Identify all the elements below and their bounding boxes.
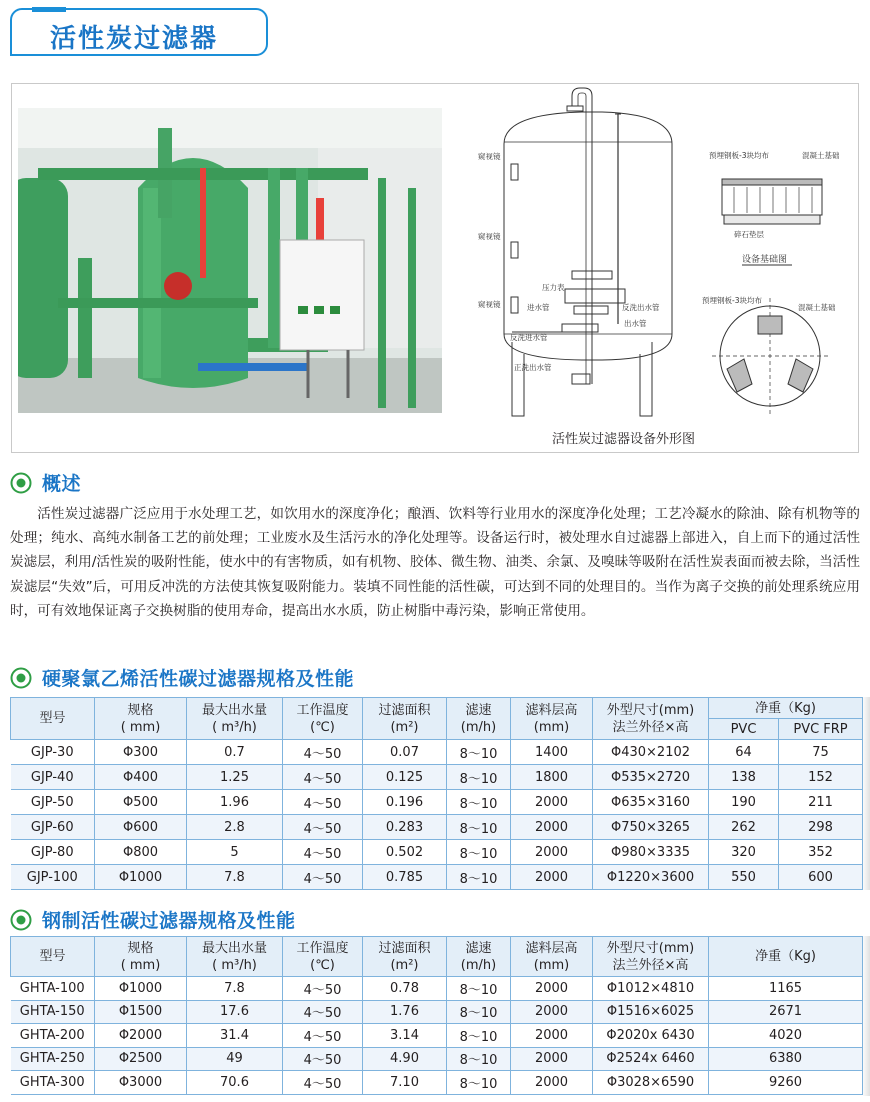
table-cell: 8～10 xyxy=(447,865,511,890)
table-cell: GHTA-100 xyxy=(11,977,95,1001)
table-cell: Φ2500 xyxy=(95,1047,187,1071)
table-cell: 4～50 xyxy=(283,1024,363,1048)
col-speed: 滤速 (m/h) xyxy=(447,937,511,977)
table-cell: Φ1500 xyxy=(95,1000,187,1024)
table-cell: 4～50 xyxy=(283,840,363,865)
table-cell: 4～50 xyxy=(283,977,363,1001)
table-cell: 2000 xyxy=(511,790,593,815)
title-accent xyxy=(32,7,66,12)
table-cell: 550 xyxy=(709,865,779,890)
table-cell: 6380 xyxy=(709,1047,863,1071)
table-cell: GHTA-300 xyxy=(11,1071,95,1095)
label-backwash-out: 反洗出水管 xyxy=(622,303,660,312)
table-cell: 8～10 xyxy=(447,815,511,840)
table-cell: 70.6 xyxy=(187,1071,283,1095)
table-cell: Φ2000 xyxy=(95,1024,187,1048)
col-size: 外型尺寸(mm) 法兰外径×高 xyxy=(593,937,709,977)
table-cell: 8～10 xyxy=(447,977,511,1001)
table-cell: Φ430×2102 xyxy=(593,740,709,765)
table-cell: Φ1220×3600 xyxy=(593,865,709,890)
table-cell: 0.196 xyxy=(363,790,447,815)
table-cell: 49 xyxy=(187,1047,283,1071)
table-cell: Φ600 xyxy=(95,815,187,840)
table-cell: 4～50 xyxy=(283,740,363,765)
table-cell: Φ2020x 6430 xyxy=(593,1024,709,1048)
table-cell: 190 xyxy=(709,790,779,815)
col-area: 过滤面积 (m²) xyxy=(363,698,447,740)
col-speed: 滤速 (m/h) xyxy=(447,698,511,740)
table-cell: 8～10 xyxy=(447,1000,511,1024)
label-foundation: 设备基础图 xyxy=(742,255,788,265)
table-cell: 0.785 xyxy=(363,865,447,890)
table-cell: 5 xyxy=(187,840,283,865)
table-cell: 8～10 xyxy=(447,1071,511,1095)
table-cell: 4～50 xyxy=(283,765,363,790)
label-concrete-2: 混凝土基础 xyxy=(798,303,836,312)
pvc-table-heading xyxy=(10,664,354,691)
table-cell: 4.90 xyxy=(363,1047,447,1071)
table-cell: GJP-100 xyxy=(11,865,95,890)
table-cell: 262 xyxy=(709,815,779,840)
table-cell: GJP-60 xyxy=(11,815,95,840)
table-cell: 64 xyxy=(709,740,779,765)
table-cell: 352 xyxy=(779,840,863,865)
col-height: 滤料层高 (mm) xyxy=(511,698,593,740)
table-cell: 0.07 xyxy=(363,740,447,765)
table-cell: 152 xyxy=(779,765,863,790)
table-shadow xyxy=(862,936,870,1096)
col-weight-frp: PVC FRP xyxy=(779,719,863,740)
equipment-drawing-svg xyxy=(452,84,857,452)
table-cell: 1400 xyxy=(511,740,593,765)
filter-photo-illustration xyxy=(18,108,442,413)
table-cell: 3.14 xyxy=(363,1024,447,1048)
col-weight-pvc: PVC xyxy=(709,719,779,740)
table-cell: GJP-80 xyxy=(11,840,95,865)
label-sight-2: 窥视镜 xyxy=(478,232,501,241)
label-sight-1: 窥视镜 xyxy=(478,152,501,161)
overview-paragraph: 活性炭过滤器广泛应用于水处理工艺，如饮用水的深度净化；酿酒、饮料等行业用水的深度净化处理；工艺冷凝水的除油、除有机物等的处理；纯水、高纯水制备工艺的前处理；工业废水及生活污水的净化处理等。设备运行时，被处理水自过滤器上部进入，自上而下的通过活性炭滤层，利用/活性炭的吸附性能，使水中的有害物质，如有机物、胶体、微生物、油类、余氯、及嗅昧等吸附在活性炭表面而被去除，当活性炭滤层“失效”后，可用反冲洗的方法使其恢复吸附能力。装填不同性能的活性碳，可达到不同的处理目的。当作为离子交换的前处理系统应用时，可有效地保证离子交换树脂的使用寿命，提高出水水质，防止树脂中毒污染，影响正常使用。 xyxy=(10,506,860,619)
col-temp: 工作温度 (℃) xyxy=(283,937,363,977)
table-cell: 1.25 xyxy=(187,765,283,790)
steel-table-heading xyxy=(10,906,296,933)
table-cell: 2000 xyxy=(511,865,593,890)
table-cell: 7.8 xyxy=(187,977,283,1001)
table-row xyxy=(11,865,863,890)
table-cell: 17.6 xyxy=(187,1000,283,1024)
table-cell: 211 xyxy=(779,790,863,815)
col-flow: 最大出水量 ( m³/h) xyxy=(187,698,283,740)
table-cell: Φ750×3265 xyxy=(593,815,709,840)
table-cell: 2000 xyxy=(511,1047,593,1071)
table-cell: 75 xyxy=(779,740,863,765)
label-plate-2: 预埋钢板-3块均布 xyxy=(702,296,762,305)
table-cell: 2000 xyxy=(511,815,593,840)
col-flow: 最大出水量 ( m³/h) xyxy=(187,937,283,977)
page-title: 活性炭过滤器 xyxy=(50,24,219,54)
table-cell: GJP-40 xyxy=(11,765,95,790)
table-cell: 0.78 xyxy=(363,977,447,1001)
table-cell: 0.7 xyxy=(187,740,283,765)
table-cell: 2000 xyxy=(511,1024,593,1048)
table-cell: GJP-30 xyxy=(11,740,95,765)
table-row xyxy=(11,815,863,840)
label-plate-1: 预埋钢板-3块均布 xyxy=(709,151,769,160)
table-cell: Φ1012×4810 xyxy=(593,977,709,1001)
col-weight: 净重（Kg) xyxy=(709,698,863,719)
table-cell: 320 xyxy=(709,840,779,865)
table-row xyxy=(11,1071,863,1095)
table-cell: 2000 xyxy=(511,977,593,1001)
col-model: 型号 xyxy=(11,698,95,740)
label-pressure: 压力表 xyxy=(542,283,565,292)
col-area: 过滤面积 (m²) xyxy=(363,937,447,977)
table-cell: 7.8 xyxy=(187,865,283,890)
table-cell: 0.283 xyxy=(363,815,447,840)
table-cell: Φ300 xyxy=(95,740,187,765)
col-size: 外型尺寸(mm) 法兰外径×高 xyxy=(593,698,709,740)
table-cell: Φ3028×6590 xyxy=(593,1071,709,1095)
table-cell: Φ800 xyxy=(95,840,187,865)
table-cell: 1.76 xyxy=(363,1000,447,1024)
label-inlet: 进水管 xyxy=(527,303,550,312)
steel-spec-table xyxy=(10,936,863,1095)
table-cell: Φ1516×6025 xyxy=(593,1000,709,1024)
circle-bullet-icon xyxy=(10,909,32,931)
col-temp: 工作温度 (℃) xyxy=(283,698,363,740)
table-cell: 1.96 xyxy=(187,790,283,815)
table-cell: 4020 xyxy=(709,1024,863,1048)
table-cell: Φ535×2720 xyxy=(593,765,709,790)
table-cell: 1165 xyxy=(709,977,863,1001)
label-outlet: 出水管 xyxy=(624,319,647,328)
table-cell: Φ980×3335 xyxy=(593,840,709,865)
table-cell: 8～10 xyxy=(447,1047,511,1071)
table-row xyxy=(11,790,863,815)
label-gravel: 碎石垫层 xyxy=(734,230,764,239)
table-row xyxy=(11,765,863,790)
table-row xyxy=(11,1047,863,1071)
table-cell: 2671 xyxy=(709,1000,863,1024)
col-model: 型号 xyxy=(11,937,95,977)
label-backwash-in: 反洗进水管 xyxy=(510,333,548,342)
table-cell: GHTA-250 xyxy=(11,1047,95,1071)
col-spec: 规格 ( mm) xyxy=(95,698,187,740)
table-cell: 4～50 xyxy=(283,815,363,840)
circle-bullet-icon xyxy=(10,472,32,494)
table-cell: 2.8 xyxy=(187,815,283,840)
table-cell: Φ500 xyxy=(95,790,187,815)
table-shadow xyxy=(862,697,870,890)
table-cell: 2000 xyxy=(511,840,593,865)
col-weight: 净重（Kg) xyxy=(709,937,863,977)
table-cell: 2000 xyxy=(511,1000,593,1024)
equipment-drawing xyxy=(452,84,857,452)
table-cell: 0.125 xyxy=(363,765,447,790)
table-cell: 4～50 xyxy=(283,1000,363,1024)
table-cell: GJP-50 xyxy=(11,790,95,815)
table-cell: Φ635×3160 xyxy=(593,790,709,815)
table-cell: 8～10 xyxy=(447,740,511,765)
table-row xyxy=(11,977,863,1001)
label-concrete-1: 混凝土基础 xyxy=(802,151,840,160)
figure-caption: 活性炭过滤器设备外形图 xyxy=(552,432,696,447)
table-cell: Φ1000 xyxy=(95,977,187,1001)
table-row xyxy=(11,1000,863,1024)
table-cell: 31.4 xyxy=(187,1024,283,1048)
table-cell: 7.10 xyxy=(363,1071,447,1095)
table-cell: Φ400 xyxy=(95,765,187,790)
pvc-spec-table xyxy=(10,697,863,890)
table-row xyxy=(11,840,863,865)
table-cell: 4～50 xyxy=(283,1047,363,1071)
overview-heading xyxy=(10,469,81,496)
table-cell: 2000 xyxy=(511,1071,593,1095)
table-cell: 4～50 xyxy=(283,1071,363,1095)
table-cell: 8～10 xyxy=(447,790,511,815)
table-cell: Φ2524x 6460 xyxy=(593,1047,709,1071)
table-cell: 9260 xyxy=(709,1071,863,1095)
table-cell: 1800 xyxy=(511,765,593,790)
overview-heading-text: 概述 xyxy=(42,473,82,495)
filter-photo xyxy=(18,108,442,413)
table-cell: GHTA-150 xyxy=(11,1000,95,1024)
table-cell: Φ3000 xyxy=(95,1071,187,1095)
table-cell: GHTA-200 xyxy=(11,1024,95,1048)
col-spec: 规格 ( mm) xyxy=(95,937,187,977)
table-cell: Φ1000 xyxy=(95,865,187,890)
table-cell: 0.502 xyxy=(363,840,447,865)
label-sight-3: 窥视镜 xyxy=(478,300,501,309)
figure-box xyxy=(11,83,859,453)
table-cell: 8～10 xyxy=(447,840,511,865)
label-forward-out: 正洗出水管 xyxy=(514,363,552,372)
title-tab xyxy=(10,8,268,56)
table-cell: 138 xyxy=(709,765,779,790)
table-cell: 4～50 xyxy=(283,865,363,890)
circle-bullet-icon xyxy=(10,667,32,689)
steel-table-heading-text: 钢制活性碳过滤器规格及性能 xyxy=(42,910,296,932)
table-cell: 8～10 xyxy=(447,765,511,790)
pvc-table-heading-text: 硬聚氯乙烯活性碳过滤器规格及性能 xyxy=(42,668,355,690)
table-row xyxy=(11,740,863,765)
table-cell: 298 xyxy=(779,815,863,840)
table-cell: 600 xyxy=(779,865,863,890)
table-cell: 8～10 xyxy=(447,1024,511,1048)
table-cell: 4～50 xyxy=(283,790,363,815)
col-height: 滤料层高 (mm) xyxy=(511,937,593,977)
table-row xyxy=(11,1024,863,1048)
